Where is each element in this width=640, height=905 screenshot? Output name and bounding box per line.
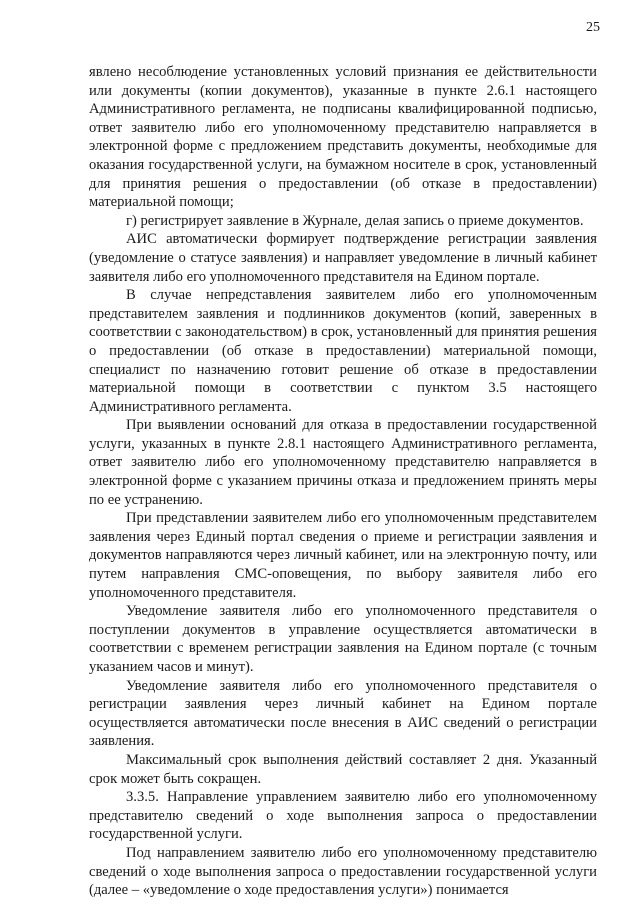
- paragraph-receipt-notification: Уведомление заявителя либо его уполномоченного представителя о поступлении документов в управление осуществляется автоматически в соответствии с временем регистрации заявления на Едином портале (с точным указанием часов и минут).: [89, 603, 597, 675]
- paragraph-item-g: г) регистрирует заявление в Журнале, делая запись о приеме документов.: [126, 212, 584, 229]
- paragraph-registration-notification: Уведомление заявителя либо его уполномоченного представителя о регистрации заявления через личный кабинет на Едином портале осуществляется автоматически после внесения в АИС сведений о регистрации заявления.: [89, 677, 597, 750]
- paragraph-max-duration: Максимальный срок выполнения действий составляет 2 дня. Указанный срок может быть сокращен.: [89, 751, 597, 787]
- paragraph-refusal-grounds: При выявлении оснований для отказа в предоставлении государственной услуги, указанных в пункте 2.8.1 настоящего Административного регламента, ответ заявителю либо его уполномоченному представителю направляется в электронной форме с указанием причины отказа и предложением принять меры по ее устранению.: [89, 417, 597, 508]
- paragraph-section-3-3-5: 3.3.5. Направление управлением заявителю либо его уполномоченному представителю сведений о ходе выполнения запроса о предоставлении государственной услуги.: [89, 789, 597, 843]
- paragraph-portal-notification: При представлении заявителем либо его уполномоченным представителем заявления через Единый портал сведения о приеме и регистрации заявления и документов направляются через личный кабинет, или на электронную почту, или путем направления СМС-оповещения, по выбору заявителя либо его уполномоченного представителя.: [89, 510, 597, 601]
- paragraph-progress-definition: Под направлением заявителю либо его уполномоченному представителю сведений о ходе выполнения запроса о предоставлении государственной услуги (далее – «уведомление о ходе предоставления услуги») понимается: [89, 844, 597, 899]
- page-number: 25: [586, 20, 600, 35]
- paragraph-continuation: явлено несоблюдение установленных условий признания ее действительности или документы (копии документов), указанные в пункте 2.6.1 настоящего Административного регламента, не подписаны квалифицированной подписью, ответ заявителю либо его уполномоченному представителю направляется в электронной форме с предложением представить документы, необходимые для оказания государственной услуги, на бумажном носителе в срок, установленный для принятия решения о предоставлении (об отказе в предоставлении) материальной помощи;: [89, 64, 597, 211]
- document-body: [89, 63, 597, 900]
- paragraph-non-submission: В случае непредставления заявителем либо его уполномоченным представителем заявления и подлинников документов (копий, заверенных в соответствии с законодательством) в срок, установленный для принятия решения о предоставлении (об отказе в предоставлении) материальной помощи, специалист по назначению готовит решение об отказе в предоставлении материальной помощи в соответствии с пунктом 3.5 настоящего Административного регламента.: [89, 287, 597, 415]
- paragraph-ais-confirmation: АИС автоматически формирует подтверждение регистрации заявления (уведомление о статусе заявления) и направляет уведомление в личный кабинет заявителя либо его уполномоченного представителя на Едином портале.: [89, 231, 597, 285]
